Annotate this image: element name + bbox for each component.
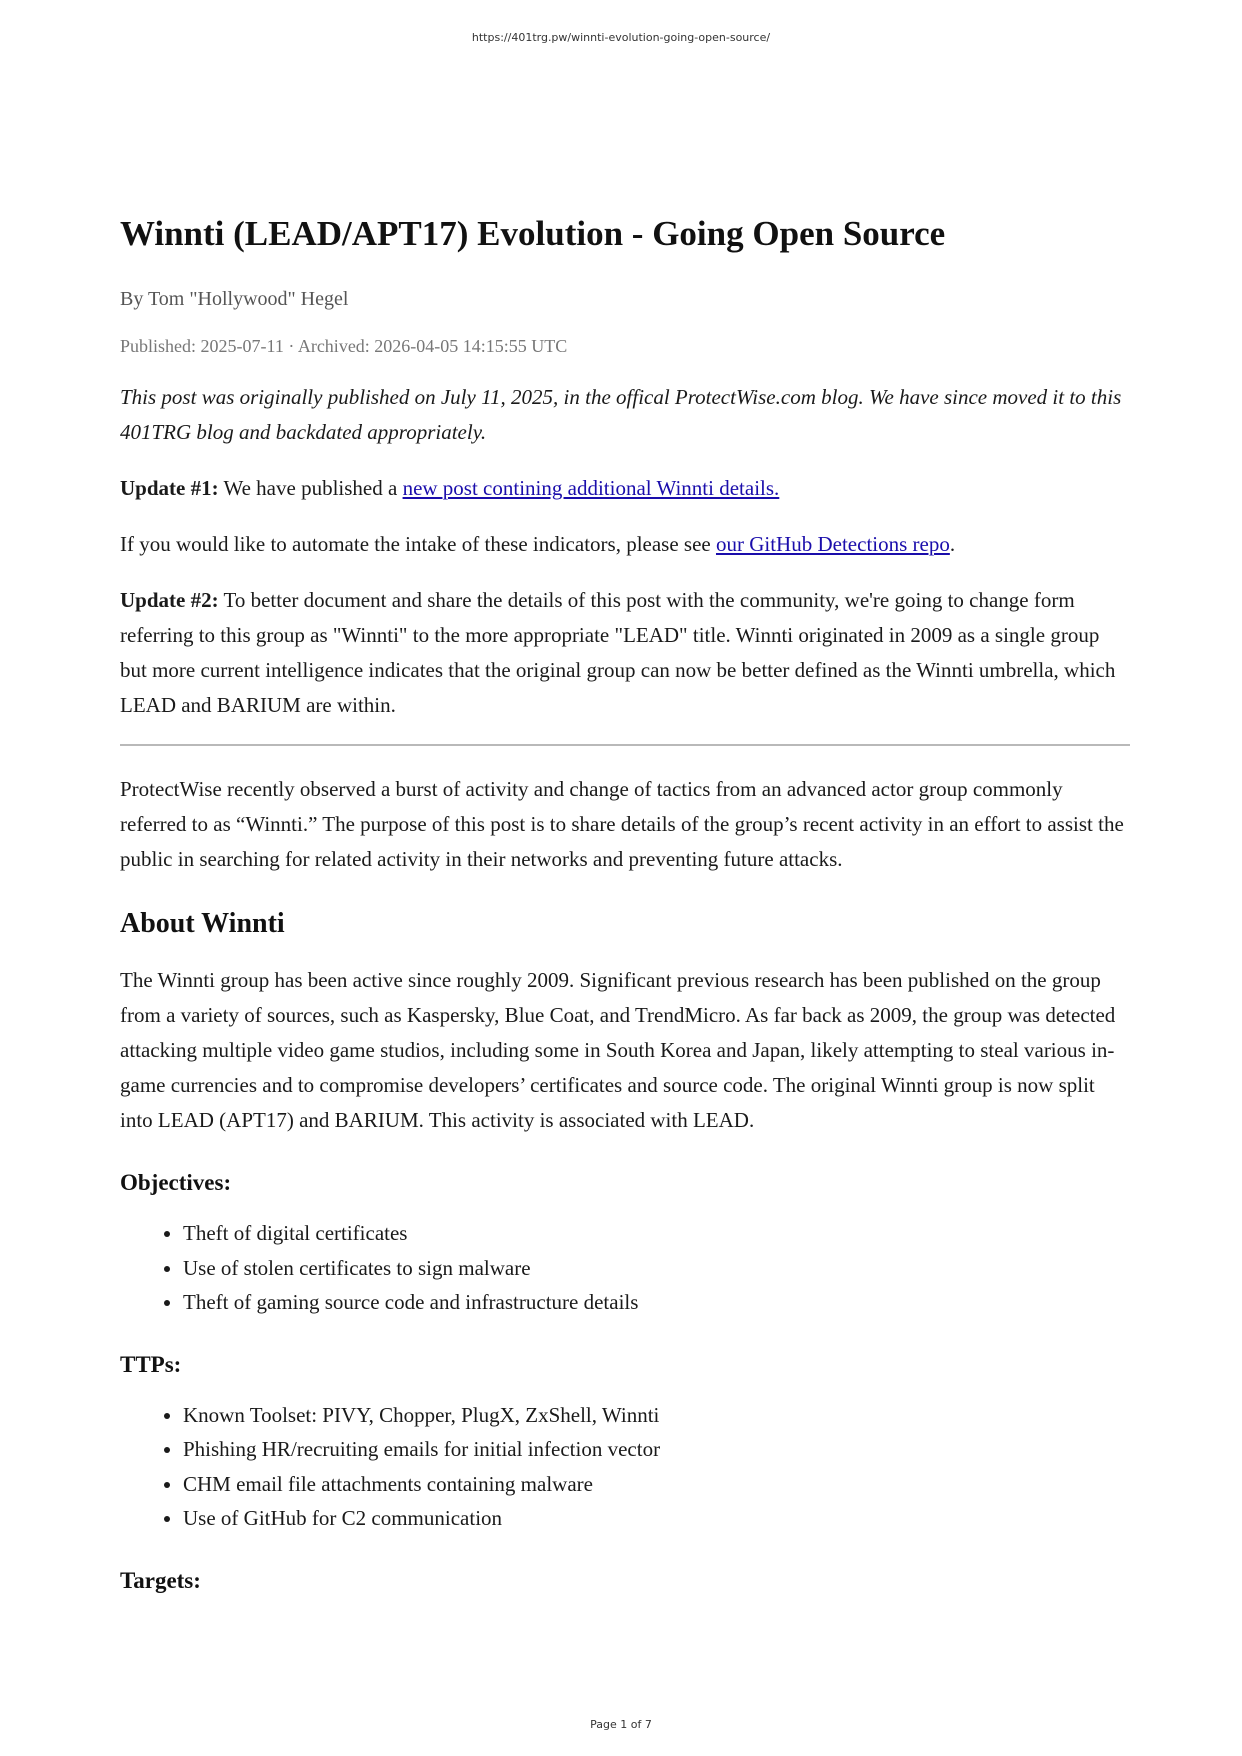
- update-2-label: Update #2:: [120, 588, 219, 612]
- update-1-label: Update #1:: [120, 476, 219, 500]
- intro-paragraph: This post was originally published on July 11, 2025, in the offical ProtectWise.com blog. We have since moved it to this 401TRG blog and backdated appropriately.: [120, 385, 1122, 444]
- automate-paragraph: [120, 527, 1130, 562]
- summary-paragraph: ProtectWise recently observed a burst of activity and change of tactics from an advanced actor group commonly referred to as “Winnti.” The purpose of this post is to share details of the group’s recent activity in an effort to assist the public in searching for related activity in their networks and preventing future attacks.: [120, 777, 1124, 871]
- list-item: • Use of GitHub for C2 communication: [183, 1501, 1130, 1536]
- automate-text: If you would like to automate the intake of these indicators, please see: [120, 532, 716, 556]
- article-title: Winnti (LEAD/APT17) Evolution - Going Open Source: [120, 214, 946, 253]
- new-post-link[interactable]: new post contining additional Winnti details.: [402, 476, 780, 500]
- page-url-header: https://401trg.pw/winnti-evolution-going-open-source/: [471, 31, 771, 44]
- targets-heading: Targets:: [120, 1567, 201, 1593]
- list-item: • Known Toolset: PIVY, Chopper, PlugX, ZxShell, Winnti: [183, 1398, 1130, 1433]
- article-byline: By Tom "Hollywood" Hegel: [120, 288, 349, 310]
- update-2-paragraph: [120, 583, 1130, 723]
- about-paragraph: The Winnti group has been active since roughly 2009. Significant previous research has been published on the group from a variety of sources, such as Kaspersky, Blue Coat, and TrendMicro. As far back as 2009, the group was detected attacking multiple video game studios, including some in South Korea and Japan, likely attempting to steal various in-game currencies and to compromise developers’ certificates and source code. The original Winnti group is now split into LEAD (APT17) and BARIUM. This activity is associated with LEAD.: [120, 968, 1116, 1132]
- github-detections-link[interactable]: our GitHub Detections repo: [715, 532, 950, 556]
- update-1-paragraph: [120, 471, 1130, 506]
- list-item: • Use of stolen certificates to sign malware: [183, 1251, 1130, 1286]
- list-item: • Theft of gaming source code and infrastructure details: [183, 1285, 1130, 1320]
- update-2-text: To better document and share the details of this post with the community, we're going to change form referring to this group as "Winnti" to the more appropriate "LEAD" title. Winnti originated in 2009 as a single group but more current intelligence indicates that the original group can now be better defined as the Winnti umbrella, which LEAD and BARIUM are within.: [120, 588, 1116, 717]
- update-1-text: We have published a: [218, 476, 403, 500]
- objectives-heading: Objectives:: [120, 1170, 232, 1195]
- article: [120, 212, 1130, 1614]
- about-heading: About Winnti: [120, 908, 285, 939]
- ttps-heading: TTPs:: [120, 1351, 182, 1377]
- list-item: • CHM email file attachments containing malware: [183, 1467, 1130, 1502]
- objectives-list: [120, 1216, 1130, 1320]
- automate-end: .: [949, 532, 956, 556]
- page-number: Page 1 of 7: [590, 1718, 652, 1731]
- article-meta: Published: 2025-07-11 · Archived: 2026-04-05 14:15:55 UTC: [120, 336, 568, 356]
- list-item: • Theft of digital certificates: [183, 1216, 1130, 1251]
- ttps-list: [120, 1398, 1130, 1536]
- section-divider: [120, 744, 1130, 746]
- list-item: • Phishing HR/recruiting emails for initial infection vector: [183, 1432, 1130, 1467]
